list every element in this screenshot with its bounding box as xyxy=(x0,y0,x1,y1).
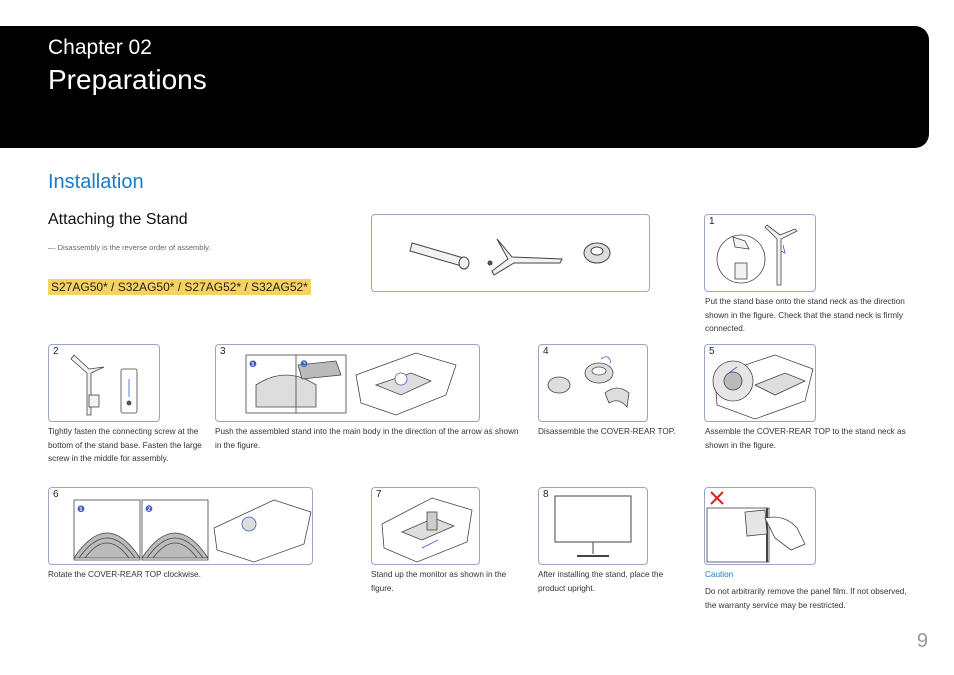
step-7-figure xyxy=(371,487,480,565)
assembly-note: ― Disassembly is the reverse order of assembly. xyxy=(48,243,211,252)
step-3-callout-1: ❶ xyxy=(249,359,258,369)
step-7-number: 7 xyxy=(376,489,382,500)
prohibited-x-icon xyxy=(711,492,723,504)
caution-text: Do not arbitrarily remove the panel film. If not observed, the warranty service may be restricted. xyxy=(705,587,907,610)
step-5-caption: Assemble the COVER-REAR TOP to the stand neck as shown in the figure. xyxy=(705,427,906,450)
step-1-number: 1 xyxy=(709,216,715,227)
step-6-figure xyxy=(48,487,313,565)
step-4-number: 4 xyxy=(543,346,549,357)
step-3-caption: Push the assembled stand into the main body in the direction of the arrow as shown in the figure. xyxy=(215,427,519,450)
caution-label: Caution xyxy=(705,570,734,579)
model-list: S27AG50* / S32AG50* / S27AG52* / S32AG52* xyxy=(48,279,311,295)
step-4-figure xyxy=(538,344,648,422)
step-3-number: 3 xyxy=(220,346,226,357)
step-3-callout-2: ❷ xyxy=(300,359,309,369)
chapter-label: Chapter 02 xyxy=(48,36,152,59)
step-6-number: 6 xyxy=(53,489,59,500)
step-6-callout-2: ❷ xyxy=(145,504,154,514)
chapter-title: Preparations xyxy=(48,64,207,95)
step-3-figure xyxy=(215,344,480,422)
page-number: 9 xyxy=(916,630,928,652)
step-1-figure xyxy=(704,214,816,292)
step-6-callout-1: ❶ xyxy=(77,504,86,514)
step-5-figure xyxy=(704,344,816,422)
step-8-caption: After installing the stand, place the product upright. xyxy=(538,570,664,593)
subsection-title: Attaching the Stand xyxy=(48,211,188,228)
step-2-caption: Tightly fasten the connecting screw at the bottom of the stand base. Fasten the large screw in the middle for assembly. xyxy=(48,427,202,463)
step-2-number: 2 xyxy=(53,346,59,357)
step-8-number: 8 xyxy=(543,489,549,500)
step-8-figure xyxy=(538,487,648,565)
step-5-number: 5 xyxy=(709,346,715,357)
caution-figure xyxy=(704,487,816,565)
section-title: Installation xyxy=(48,171,144,193)
step-1-caption: Put the stand base onto the stand neck as the direction shown in the figure. Check that the stand neck is firmly connected. xyxy=(705,297,905,333)
step-7-caption: Stand up the monitor as shown in the figure. xyxy=(371,570,507,593)
step-4-caption: Disassemble the COVER-REAR TOP. xyxy=(538,427,676,436)
step-2-figure xyxy=(48,344,160,422)
step-6-caption: Rotate the COVER-REAR TOP clockwise. xyxy=(48,570,201,579)
parts-overview-figure xyxy=(371,214,650,292)
